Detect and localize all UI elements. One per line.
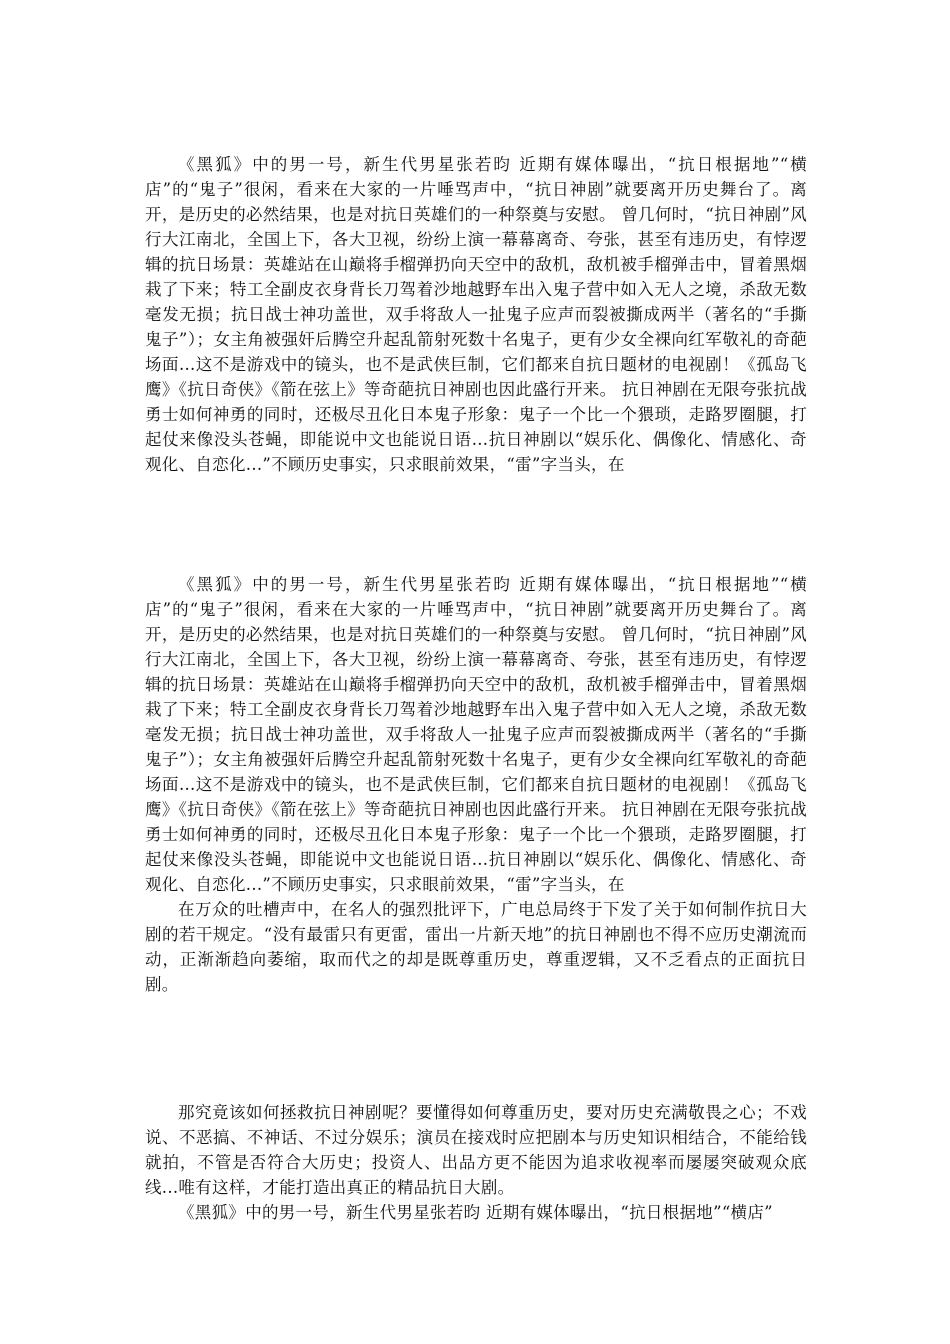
paragraph: 《黑狐》中的男一号，新生代男星张若昀 近期有媒体曝出，“抗日根据地”“横店”的“鬼子”很闲，看来在大家的一片唾骂声中，“抗日神剧”就要离开历史舞台了。离开，是历史的必然结果，也是对抗日英雄们的一种祭奠与安慰。 曾几何时，“抗日神剧”风行大江南北，全国上下，各大卫视，纷纷上演一幕幕离奇、夸张，甚至有违历史，有悖逻辑的抗日场景：英雄站在山巅将手榴弹扔向天空中的敌机，敌机被手榴弹击中，冒着黑烟栽了下来；特工全副皮衣身背长刀驾着沙地越野车出入鬼子营中如入无人之境，杀敌无数毫发无损；抗日战士神功盖世，双手将敌人一扯鬼子应声而裂被撕成两半（著名的“手撕鬼子”）；女主角被强奸后腾空升起乱箭射死数十名鬼子，更有少女全裸向红军敬礼的奇葩场面...这不是游戏中的镜头，也不是武侠巨制，它们都来自抗日题材的电视剧！《孤岛飞鹰》《抗日奇侠》《箭在弦上》等奇葩抗日神剧也因此盛行开来。 抗日神剧在无限夸张抗战勇士如何神勇的同时，还极尽丑化日本鬼子形象：鬼子一个比一个猥琐，走路罗圈腿，打起仗来像没头苍蝇，即能说中文也能说日语...抗日神剧以“娱乐化、偶像化、情感化、奇观化、自恋化...”不顾历史事实，只求眼前效果，“雷”字当头，在 — [145, 155, 807, 474]
paragraph: 那究竟该如何拯救抗日神剧呢？要懂得如何尊重历史，要对历史充满敬畏之心；不戏说、不恶搞、不神话、不过分娱乐；演员在接戏时应把剧本与历史知识相结合，不能给钱就拍，不管是否符合大历史；投资人、出品方更不能因为追求收视率而屡屡突破观众底线...唯有这样，才能打造出真正的精品抗日大剧。 — [145, 1103, 807, 1197]
paragraph: 在万众的吐槽声中，在名人的强烈批评下，广电总局终于下发了关于如何制作抗日大剧的若干规定。“没有最雷只有更雷，雷出一片新天地”的抗日神剧也不得不应历史潮流而动，正渐渐趋向萎缩，取而代之的却是既尊重历史，尊重逻辑，又不乏看点的正面抗日剧。 — [145, 900, 807, 994]
paragraph: 《黑狐》中的男一号，新生代男星张若昀 近期有媒体曝出，“抗日根据地”“横店”的“鬼子”很闲，看来在大家的一片唾骂声中，“抗日神剧”就要离开历史舞台了。离开，是历史的必然结果，也是对抗日英雄们的一种祭奠与安慰。 曾几何时，“抗日神剧”风行大江南北，全国上下，各大卫视，纷纷上演一幕幕离奇、夸张，甚至有违历史，有悖逻辑的抗日场景：英雄站在山巅将手榴弹扔向天空中的敌机，敌机被手榴弹击中，冒着黑烟栽了下来；特工全副皮衣身背长刀驾着沙地越野车出入鬼子营中如入无人之境，杀敌无数毫发无损；抗日战士神功盖世，双手将敌人一扯鬼子应声而裂被撕成两半（著名的“手撕鬼子”）；女主角被强奸后腾空升起乱箭射死数十名鬼子，更有少女全裸向红军敬礼的奇葩场面...这不是游戏中的镜头，也不是武侠巨制，它们都来自抗日题材的电视剧！《孤岛飞鹰》《抗日奇侠》《箭在弦上》等奇葩抗日神剧也因此盛行开来。 抗日神剧在无限夸张抗战勇士如何神勇的同时，还极尽丑化日本鬼子形象：鬼子一个比一个猥琐，走路罗圈腿，打起仗来像没头苍蝇，即能说中文也能说日语...抗日神剧以“娱乐化、偶像化、情感化、奇观化、自恋化...”不顾历史事实，只求眼前效果，“雷”字当头，在 — [145, 575, 807, 894]
text-block-1 — [145, 152, 807, 477]
text-block-2 — [145, 572, 807, 997]
paragraph: 《黑狐》中的男一号，新生代男星张若昀 近期有媒体曝出，“抗日根据地”“横店” — [178, 1203, 773, 1222]
text-block-3 — [145, 1100, 807, 1225]
